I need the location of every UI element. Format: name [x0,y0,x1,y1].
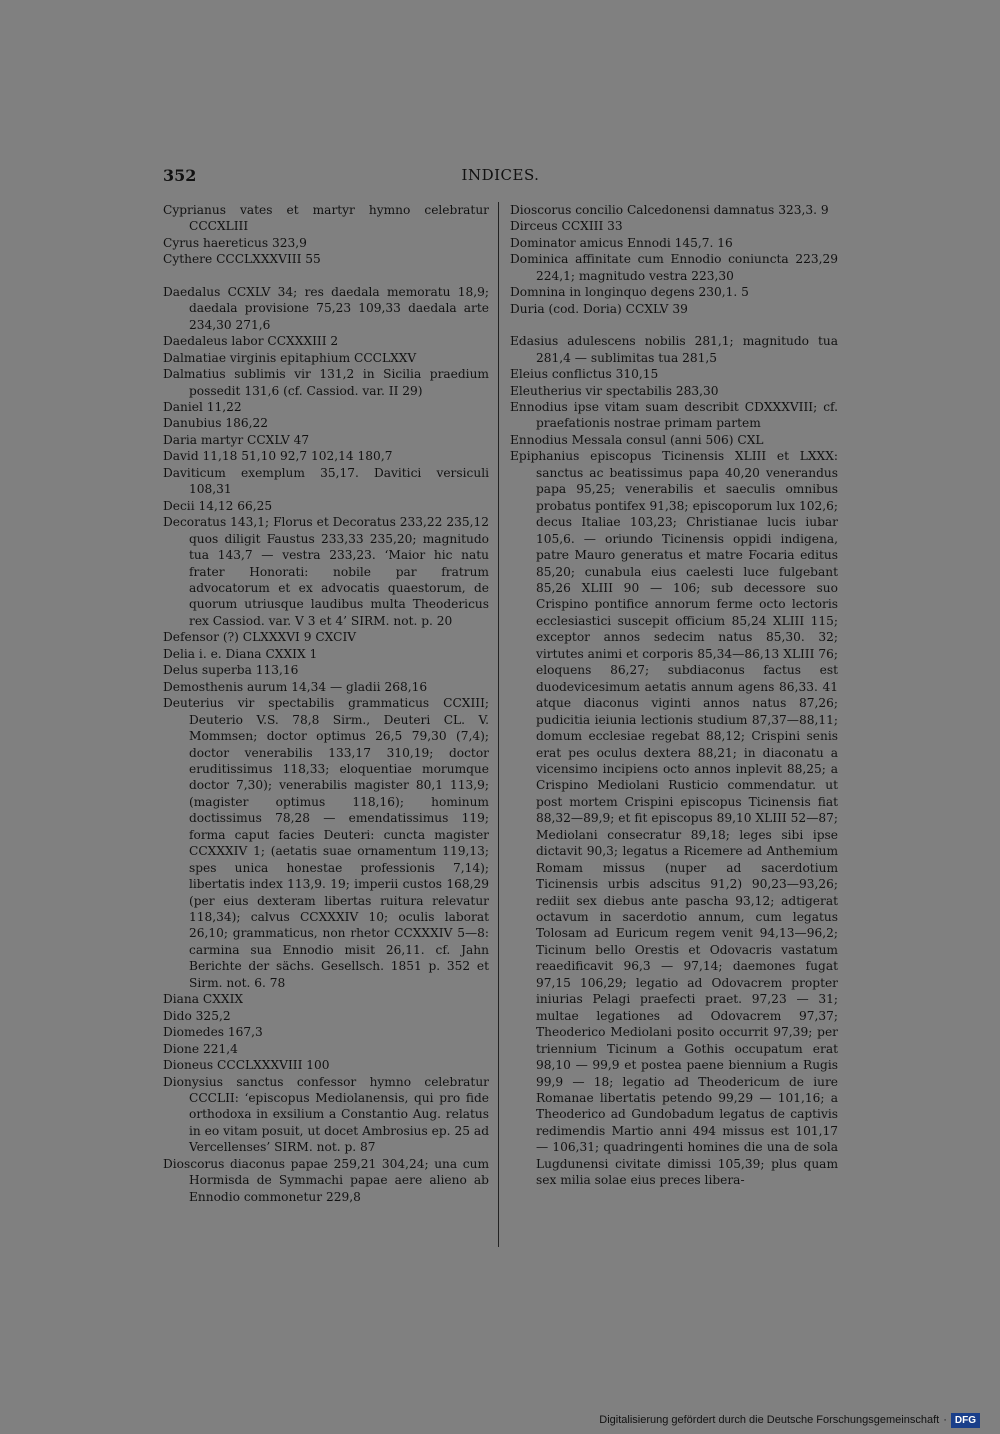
index-entry: Dioscorus concilio Calcedonensi damnatus 323,3. 9 [510,203,829,217]
index-entry: Defensor (?) CLXXXVI 9 CXCIV [163,630,357,645]
index-entry: Cyprianus vates et martyr hymno celebratur CCCXLIII [163,203,489,234]
index-entry: Cyrus haereticus 323,9 [163,235,307,250]
index-entry: Demosthenis aurum 14,34 — gladii 268,16 [163,679,428,694]
index-entry: Dirceus CCXIII 33 [510,219,623,234]
index-entry: Dominator amicus Ennodi 145,7. 16 [510,235,733,250]
index-entry: Duria (cod. Doria) CCXLV 39 [510,301,688,316]
index-entry: Dido 325,2 [163,1008,231,1023]
index-entry: Deuterius vir spectabilis grammaticus CCXIII; Deuterio V.S. 78,8 Sirm., Deuteri CL. V. Mommsen; doctor optimus 26,5 79,30 (7,4); doctor venerabilis 133,17 310,19; doctor eruditissimus 118,33; eloquentiae morumque doctor 7,30); venerabilis magister 80,1 113,9; (magister optimus 118,16); hominum doctissimus 78,28 — emendatissimus 119; forma caput facies Deuteri: cuncta magister CCXXXIV 1; (aetatis suae ornamentum 119,13; spes unica honestae professionis 7,14); libertatis index 113,9. 19; imperii custos 168,29 (per eius dexteram libertas ruitura relevatur 118,34); calvus CCXXXIV 10; oculis laborat 26,10; grammaticus, non rhetor CCXXXIV 5—8: carmina sua Ennodio misit 26,11. cf. Jahn Berichte der sächs. Gesellsch. 1851 p. 352 et Sirm. not. 6. 78 [163,696,489,990]
index-entry: Cythere CCCLXXXVIII 55 [163,252,321,267]
separator-dot: · [943,1414,947,1426]
index-entry: Daedalus CCXLV 34; res daedala memoratu 18,9; daedala provisione 75,23 109,33 daedala arte 234,30 271,6 [163,284,489,332]
dfg-logo-icon: DFG [951,1413,980,1428]
index-entry: Delia i. e. Diana CXXIX 1 [163,646,318,661]
page-title: INDICES. [461,166,540,184]
right-column [510,202,838,1189]
index-entry: Epiphanius episcopus Ticinensis XLIII et LXXX: sanctus ac beatissimus papa 40,20 venerandus papa 95,25; venerabilis et saeculis omnibus probatus pontifex 91,38; episcoporum lux 102,6; decus Italiae 103,23; Christianae lucis iubar 105,6. — oriundo Ticinensis oppidi indigena, patre Mauro generatus et matre Focaria editus 85,20; cunabula eius caelesti luce fulgebant 85,26 XLIII 90 — 106; sub decessore suo Crispino pontifice annorum ferme octo lectoris ecclesiastici suscepit officium 85,24 XLIII 115; exceptor annos sedecim natus 85,30. 32; virtutes animi et corporis 85,34—86,13 XLIII 76; eloquens 86,27; subdiaconus factus est duodevicesimum aetatis annum agens 86,33. 41 atque diaconus viginti annos natus 87,26; pudicitia ieiunia lectionis studium 87,37—88,11; domum ecclesiae regebat 88,12; Crispini senis erat pes oculus dextera 88,21; in diaconatu a vicensimo incipiens octo annos inplevit 88,25; a Crispino Mediolani Rusticio commendatur. ut post mortem Crispini episcopus Ticinensis fiat 88,32—89,9; et fit episcopus 89,10 XLIII 52—87; Mediolani consecratur 89,18; leges sibi ipse dictavit 90,3; legatus a Ricemere ad Anthemium Romam missus (nuper ad sacerdotium Ticinensis urbis adscitus 91,2) 90,23—93,26; rediit sex diebus ante pascha 93,12; adtigerat octavum in sacerdotio annum, cum legatus Tolosam ad Euricum regem venit 94,13—96,2; Ticinum bello Orestis et Odovacris vastatum reaedificavit 96,3 — 97,14; daemones fugat 97,15 106,29; legatio ad Odovacrem propter iniurias Pelagi praefecti praet. 97,23 — 31; multae legationes ad Odovacrem 97,37; Theoderico Mediolani posito occurrit 97,39; per triennium Ticinum a Gothis occupatum erat 98,10 — 99,9 et postea paene biennium a Rugis 99,9 — 18; legatio ad Theodericum de iure Romanae libertatis petendo 99,29 — 101,16; a Theoderico ad Gundobadum legatus de captivis redimendis Martio anni 494 missus est 101,17 — 106,31; quadringenti homines die una de sola Lugdunensi civitate dimissi 105,39; plus quam sex milia solae eius preces libera- [510,449,838,1188]
index-entry: Eleutherius vir spectabilis 283,30 [510,383,719,398]
index-entry: Daniel 11,22 [163,399,242,414]
index-entry: Dalmatius sublimis vir 131,2 in Sicilia praedium possedit 131,6 (cf. Cassiod. var. II 29) [163,367,489,398]
index-entry: Diomedes 167,3 [163,1025,263,1040]
index-entry: Dioneus CCCLXXXVIII 100 [163,1058,330,1073]
index-entry: Diana CXXIX [163,992,244,1007]
index-entry: Decoratus 143,1; Florus et Decoratus 233,22 235,12 quos diligit Faustus 233,33 235,20; magnitudo tua 143,7 — vestra 233,23. ‘Maior hic natu frater Honorati: nobile par fratrum advocatorum et ex advocatis quaestorum, de quorum utriusque laudibus multa Theodericus rex Cassiod. var. V 3 et 4’ SIRM. not. p. 20 [163,515,489,628]
index-entry: Dioscorus diaconus papae 259,21 304,24; una cum Hormisda de Symmachi papae aere alieno ab Ennodio commonetur 229,8 [163,1156,489,1204]
index-entry: Dionysius sanctus confessor hymno celebratur CCCLII: ‘episcopus Mediolanensis, qui pro fide orthodoxa in exsilium a Constantio Aug. relatus in eo vitam posuit, ut docet Ambrosius ep. 25 ad Vercellenses’ SIRM. not. p. 87 [163,1074,489,1155]
index-entry: Delus superba 113,16 [163,663,299,678]
left-column [163,202,489,1205]
page-header [163,166,838,186]
footer-text: Digitalisierung gefördert durch die Deutsche Forschungsgemeinschaft [599,1414,940,1426]
footer [599,1410,980,1430]
index-entry: Ennodius Messala consul (anni 506) CXL [510,432,764,447]
index-entry: Dalmatiae virginis epitaphium CCCLXXV [163,350,417,365]
index-entry: Dominica affinitate cum Ennodio coniuncta 223,29 224,1; magnitudo vestra 223,30 [510,252,838,283]
index-entry: Daedaleus labor CCXXXIII 2 [163,334,339,349]
index-entry: Daviticum exemplum 35,17. Davitici versiculi 108,31 [163,465,489,497]
index-entry: David 11,18 51,10 92,7 102,14 180,7 [163,449,393,464]
index-entry: Daria martyr CCXLV 47 [163,432,310,447]
page-number: 352 [163,166,197,185]
index-entry: Dione 221,4 [163,1041,238,1056]
index-entry: Edasius adulescens nobilis 281,1; magnitudo tua 281,4 — sublimitas tua 281,5 [510,334,838,365]
index-entry: Eleius conflictus 310,15 [510,367,659,382]
index-entry: Danubius 186,22 [163,416,269,431]
index-entry: Ennodius ipse vitam suam describit CDXXXVIII; cf. praefationis nostrae primam partem [510,399,838,431]
column-divider [498,202,499,1247]
index-entry: Decii 14,12 66,25 [163,498,273,513]
index-entry: Domnina in longinquo degens 230,1. 5 [510,285,749,300]
